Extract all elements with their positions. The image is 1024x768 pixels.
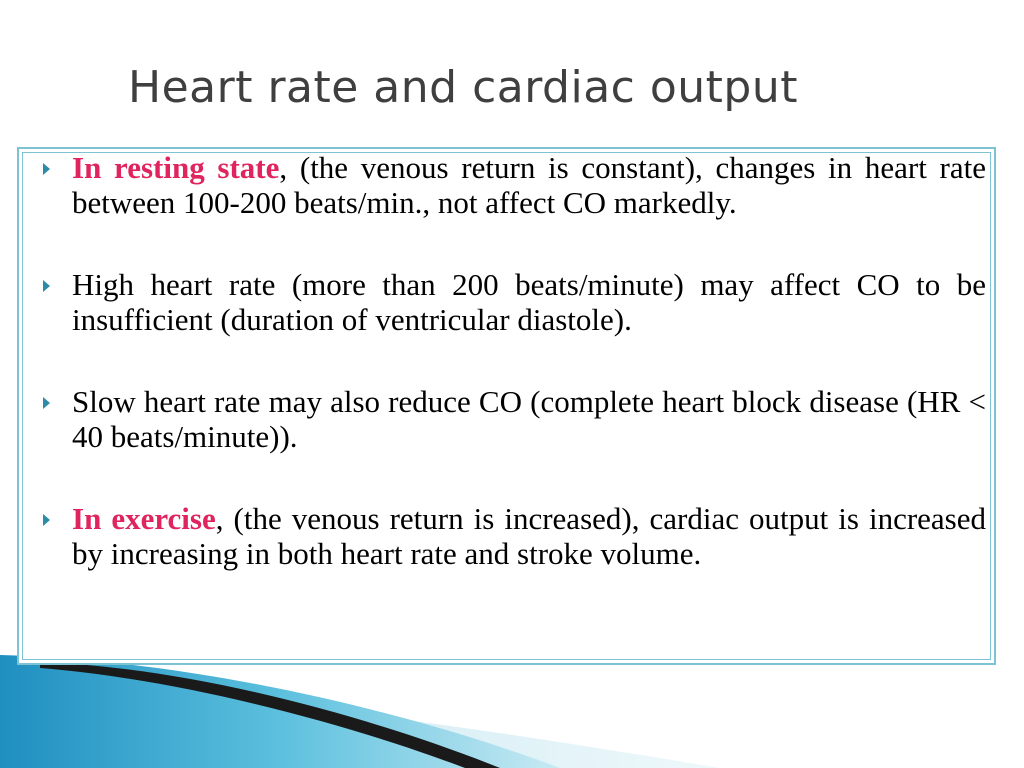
- triangle-bullet-icon: [43, 280, 50, 292]
- bullet-text: High heart rate (more than 200 beats/minute) may affect CO to be insufficient (duration of ventricular diastole).: [72, 267, 986, 337]
- bullet-text: , (the venous return is increased), cardiac output is increased by increasing in both heart rate and stroke volume.: [72, 501, 986, 571]
- bullet-emphasis: In exercise: [72, 501, 216, 536]
- triangle-bullet-icon: [43, 514, 50, 526]
- bullet-item-high-heart-rate: [24, 267, 986, 337]
- bullet-text: , (the venous return is constant), changes in heart rate between 100-200 beats/min., not affect CO markedly.: [72, 150, 986, 220]
- bullet-item-resting-state: [24, 150, 986, 220]
- bullet-item-slow-heart-rate: [24, 384, 986, 454]
- slide-title: Heart rate and cardiac output: [128, 62, 798, 113]
- triangle-bullet-icon: [43, 397, 50, 409]
- bullet-list: [24, 150, 986, 571]
- bullet-item-exercise: [24, 501, 986, 571]
- bullet-emphasis: In resting state: [72, 150, 280, 185]
- triangle-bullet-icon: [43, 163, 50, 175]
- bullet-text: Slow heart rate may also reduce CO (complete heart block disease (HR < 40 beats/minute)).: [72, 384, 986, 454]
